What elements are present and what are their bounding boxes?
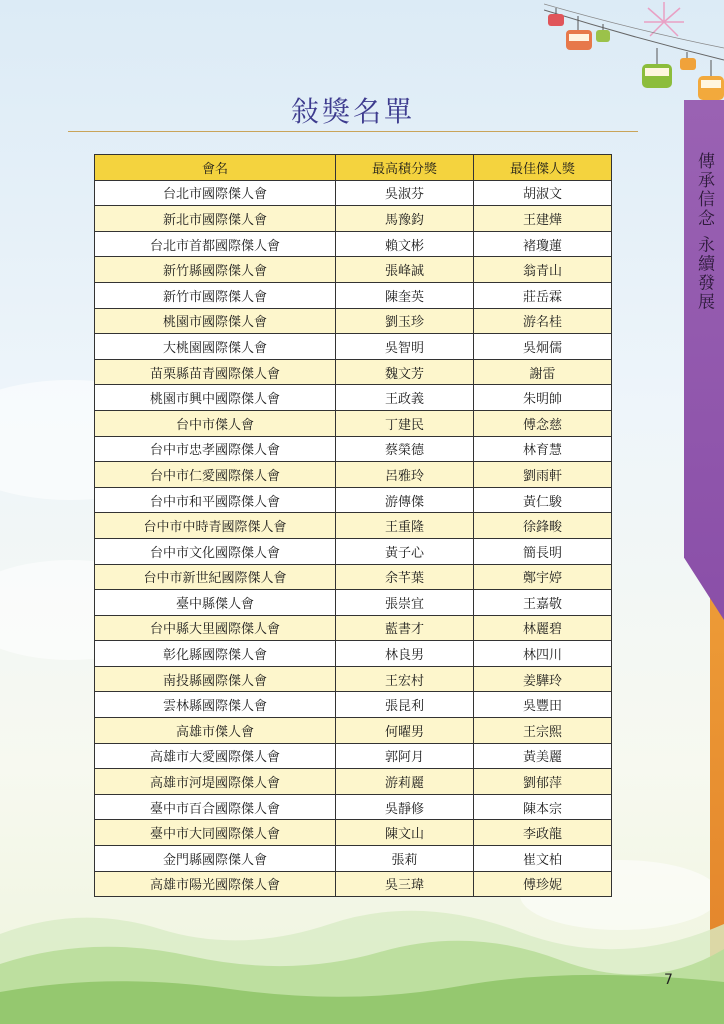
- title-divider: [68, 131, 638, 132]
- top-score-award-cell: 林良男: [336, 641, 474, 667]
- table-body: [95, 180, 612, 897]
- top-score-award-cell: 吳淑芬: [336, 180, 474, 206]
- top-score-award-cell: 張峰誠: [336, 257, 474, 283]
- table-row: [95, 820, 612, 846]
- table-row: [95, 462, 612, 488]
- top-score-award-cell: 黃子心: [336, 538, 474, 564]
- top-score-award-cell: 郭阿月: [336, 743, 474, 769]
- top-score-award-cell: 陳文山: [336, 820, 474, 846]
- best-member-award-cell: 黃仁駿: [474, 487, 612, 513]
- club-name-cell: 台中市忠孝國際傑人會: [95, 436, 336, 462]
- best-member-award-cell: 李政龍: [474, 820, 612, 846]
- gondola-orange-icon: [680, 52, 696, 70]
- table-row: [95, 308, 612, 334]
- top-score-award-cell: 魏文芳: [336, 359, 474, 385]
- table-row: [95, 743, 612, 769]
- best-member-award-cell: 崔文柏: [474, 846, 612, 872]
- club-name-cell: 新竹縣國際傑人會: [95, 257, 336, 283]
- best-member-award-cell: 翁青山: [474, 257, 612, 283]
- club-name-cell: 高雄市傑人會: [95, 718, 336, 744]
- table-header-row: [95, 155, 612, 181]
- table-row: [95, 334, 612, 360]
- club-name-cell: 台中縣大里國際傑人會: [95, 615, 336, 641]
- best-member-award-cell: 謝雷: [474, 359, 612, 385]
- table-row: [95, 641, 612, 667]
- table-row: [95, 769, 612, 795]
- club-name-cell: 台中市文化國際傑人會: [95, 538, 336, 564]
- top-score-award-cell: 吳靜修: [336, 794, 474, 820]
- award-table: [94, 154, 612, 897]
- top-score-award-cell: 丁建民: [336, 410, 474, 436]
- club-name-cell: 高雄市河堤國際傑人會: [95, 769, 336, 795]
- table-row: [95, 871, 612, 897]
- club-name-cell: 台中市新世紀國際傑人會: [95, 564, 336, 590]
- best-member-award-cell: 胡淑文: [474, 180, 612, 206]
- club-name-cell: 苗栗縣苗青國際傑人會: [95, 359, 336, 385]
- club-name-cell: 台中市仁愛國際傑人會: [95, 462, 336, 488]
- page-title: 敍獎名單: [290, 95, 415, 128]
- table-row: [95, 385, 612, 411]
- top-score-award-cell: 張崇宜: [336, 590, 474, 616]
- best-member-award-cell: 王建燁: [474, 206, 612, 232]
- gondola-green-icon: [642, 48, 672, 88]
- top-score-award-cell: 張昆利: [336, 692, 474, 718]
- best-member-award-cell: 褚瓊蓮: [474, 231, 612, 257]
- table-row: [95, 692, 612, 718]
- best-member-award-cell: 林育慧: [474, 436, 612, 462]
- top-score-award-cell: 呂雅玲: [336, 462, 474, 488]
- club-name-cell: 新竹市國際傑人會: [95, 282, 336, 308]
- top-score-award-cell: 王重隆: [336, 513, 474, 539]
- club-name-cell: 臺中市百合國際傑人會: [95, 794, 336, 820]
- best-member-award-cell: 吳豐田: [474, 692, 612, 718]
- top-score-award-cell: 賴文彬: [336, 231, 474, 257]
- table-row: [95, 564, 612, 590]
- page-number: 7: [664, 972, 673, 988]
- best-member-award-cell: 朱明帥: [474, 385, 612, 411]
- table-row: [95, 487, 612, 513]
- best-member-award-cell: 林麗碧: [474, 615, 612, 641]
- club-name-cell: 台中市和平國際傑人會: [95, 487, 336, 513]
- best-member-award-cell: 劉雨軒: [474, 462, 612, 488]
- table-row: [95, 180, 612, 206]
- column-header-club: 會名: [95, 155, 336, 181]
- club-name-cell: 桃園市國際傑人會: [95, 308, 336, 334]
- table-row: [95, 666, 612, 692]
- column-header-top-score: 最高積分獎: [336, 155, 474, 181]
- table-row: [95, 794, 612, 820]
- top-score-award-cell: 吳智明: [336, 334, 474, 360]
- top-score-award-cell: 王政義: [336, 385, 474, 411]
- club-name-cell: 金門縣國際傑人會: [95, 846, 336, 872]
- table-row: [95, 718, 612, 744]
- top-score-award-cell: 王宏村: [336, 666, 474, 692]
- top-score-award-cell: 張莉: [336, 846, 474, 872]
- club-name-cell: 臺中縣傑人會: [95, 590, 336, 616]
- top-score-award-cell: 何曜男: [336, 718, 474, 744]
- best-member-award-cell: 徐鋒畯: [474, 513, 612, 539]
- best-member-award-cell: 游名桂: [474, 308, 612, 334]
- top-score-award-cell: 劉玉珍: [336, 308, 474, 334]
- club-name-cell: 台中市中時青國際傑人會: [95, 513, 336, 539]
- best-member-award-cell: 黃美麗: [474, 743, 612, 769]
- table-row: [95, 436, 612, 462]
- best-member-award-cell: 林四川: [474, 641, 612, 667]
- table-row: [95, 538, 612, 564]
- club-name-cell: 大桃園國際傑人會: [95, 334, 336, 360]
- top-score-award-cell: 游莉麗: [336, 769, 474, 795]
- top-score-award-cell: 吳三瑋: [336, 871, 474, 897]
- club-name-cell: 桃園市興中國際傑人會: [95, 385, 336, 411]
- best-member-award-cell: 莊岳霖: [474, 282, 612, 308]
- table-row: [95, 231, 612, 257]
- best-member-award-cell: 王嘉敬: [474, 590, 612, 616]
- club-name-cell: 高雄市陽光國際傑人會: [95, 871, 336, 897]
- club-name-cell: 台北市首都國際傑人會: [95, 231, 336, 257]
- top-score-award-cell: 馬豫鈞: [336, 206, 474, 232]
- club-name-cell: 台中市傑人會: [95, 410, 336, 436]
- best-member-award-cell: 王宗熙: [474, 718, 612, 744]
- table-row: [95, 410, 612, 436]
- table-row: [95, 513, 612, 539]
- table-row: [95, 206, 612, 232]
- table-row: [95, 846, 612, 872]
- best-member-award-cell: 鄭宇婷: [474, 564, 612, 590]
- best-member-award-cell: 傅珍妮: [474, 871, 612, 897]
- club-name-cell: 南投縣國際傑人會: [95, 666, 336, 692]
- landscape-hills: [0, 894, 724, 1024]
- best-member-award-cell: 吳炯儒: [474, 334, 612, 360]
- table-row: [95, 257, 612, 283]
- club-name-cell: 彰化縣國際傑人會: [95, 641, 336, 667]
- club-name-cell: 臺中市大同國際傑人會: [95, 820, 336, 846]
- column-header-best-member: 最佳傑人獎: [474, 155, 612, 181]
- best-member-award-cell: 姜驊玲: [474, 666, 612, 692]
- best-member-award-cell: 陳本宗: [474, 794, 612, 820]
- club-name-cell: 雲林縣國際傑人會: [95, 692, 336, 718]
- top-score-award-cell: 藍書才: [336, 615, 474, 641]
- fireworks-icon: [644, 2, 684, 36]
- table-row: [95, 359, 612, 385]
- best-member-award-cell: 劉郁萍: [474, 769, 612, 795]
- top-score-award-cell: 蔡榮德: [336, 436, 474, 462]
- gondola-red-icon: [548, 8, 564, 26]
- side-banner-text: 傳承信念 永續發展: [694, 152, 714, 312]
- top-score-award-cell: 余芊葉: [336, 564, 474, 590]
- top-score-award-cell: 陳奎英: [336, 282, 474, 308]
- table-row: [95, 282, 612, 308]
- table-row: [95, 590, 612, 616]
- table-row: [95, 615, 612, 641]
- best-member-award-cell: 簡長明: [474, 538, 612, 564]
- club-name-cell: 台北市國際傑人會: [95, 180, 336, 206]
- best-member-award-cell: 傅念慈: [474, 410, 612, 436]
- club-name-cell: 高雄市大愛國際傑人會: [95, 743, 336, 769]
- top-score-award-cell: 游傳傑: [336, 487, 474, 513]
- club-name-cell: 新北市國際傑人會: [95, 206, 336, 232]
